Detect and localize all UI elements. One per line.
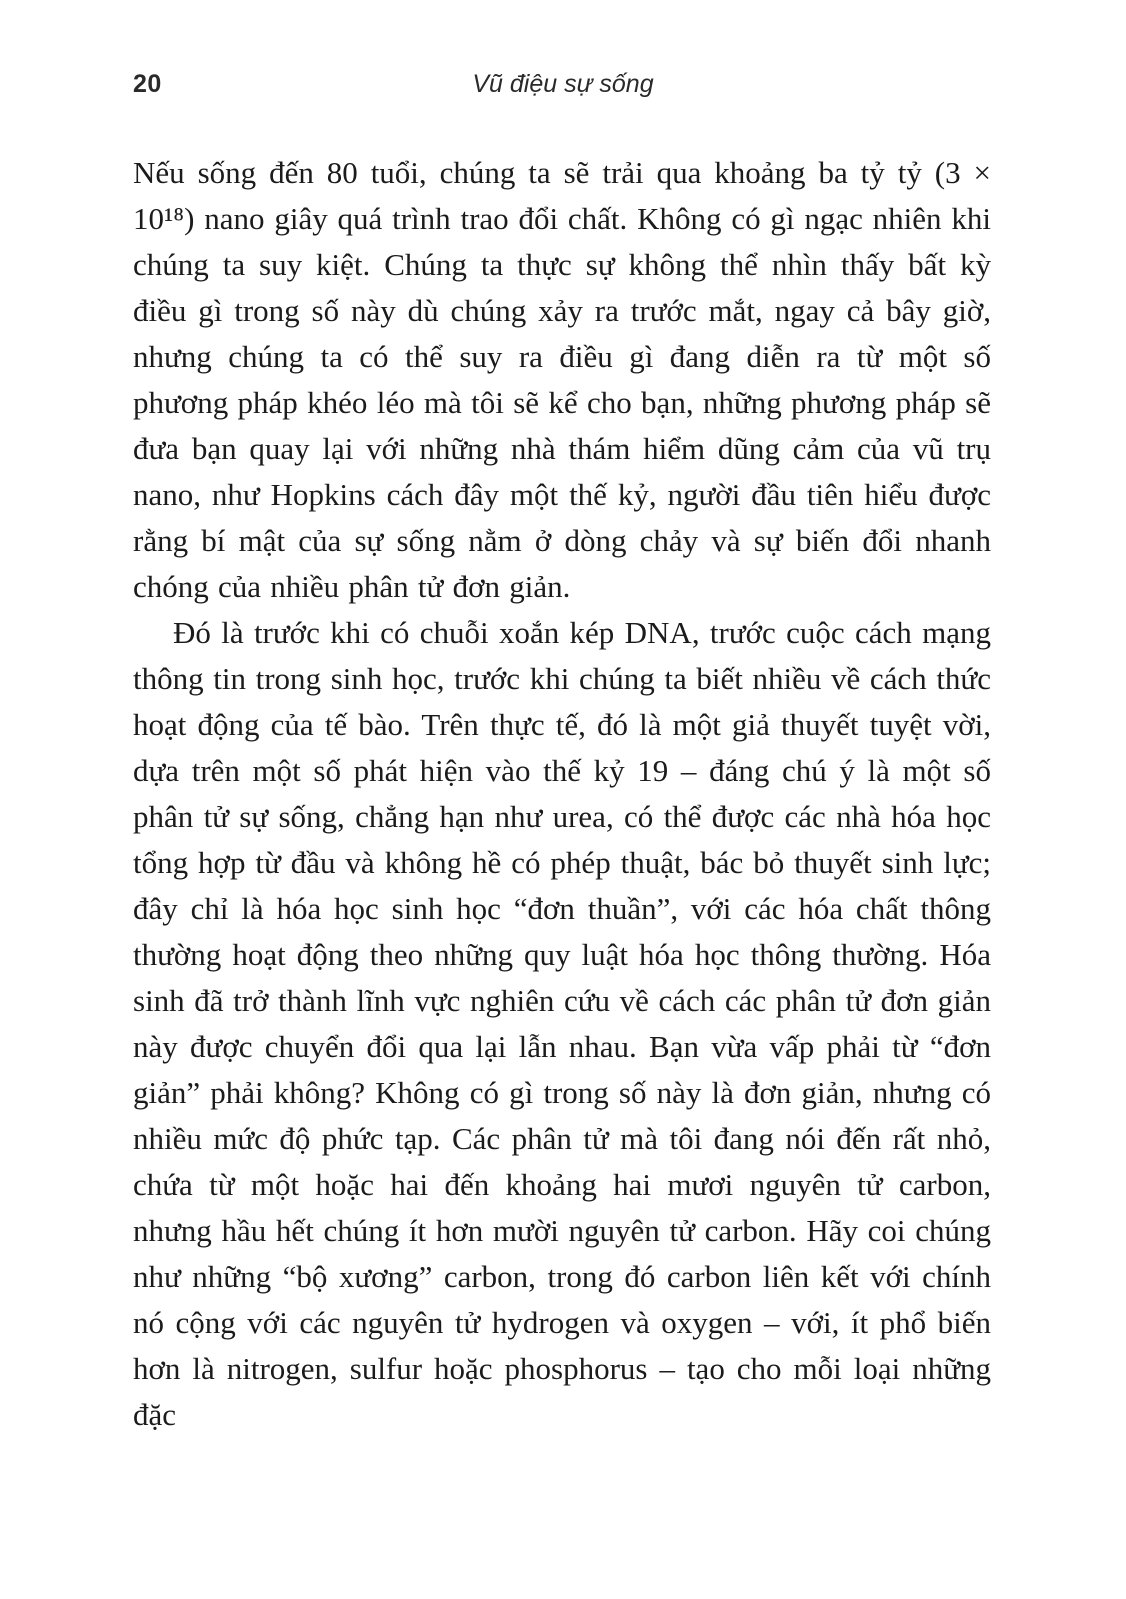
paragraph-1: Nếu sống đến 80 tuổi, chúng ta sẽ trải qua khoảng ba tỷ tỷ (3 × 10¹⁸) nano giây quá trình trao đổi chất. Không có gì ngạc nhiên khi chúng ta suy kiệt. Chúng ta thực sự không thể nhìn thấy bất kỳ điều gì trong số này dù chúng xảy ra trước mắt, ngay cả bây giờ, nhưng chúng ta có thể suy ra điều gì đang diễn ra từ một số phương pháp khéo léo mà tôi sẽ kể cho bạn, những phương pháp sẽ đưa bạn quay lại với những nhà thám hiểm dũng cảm của vũ trụ nano, như Hopkins cách đây một thế kỷ, người đầu tiên hiểu được rằng bí mật của sự sống nằm ở dòng chảy và sự biến đổi nhanh chóng của nhiều phân tử đơn giản. [133,155,991,604]
body-text-block [133,150,991,1438]
page-number: 20 [133,70,162,98]
page-header [133,68,993,102]
paragraph-2: Đó là trước khi có chuỗi xoắn kép DNA, trước cuộc cách mạng thông tin trong sinh học, trước khi chúng ta biết nhiều về cách thức hoạt động của tế bào. Trên thực tế, đó là một giả thuyết tuyệt vời, dựa trên một số phát hiện vào thế kỷ 19 – đáng chú ý là một số phân tử sự sống, chẳng hạn như urea, có thể được các nhà hóa học tổng hợp từ đầu và không hề có phép thuật, bác bỏ thuyết sinh lực; đây chỉ là hóa học sinh học “đơn thuần”, với các hóa chất thông thường hoạt động theo những quy luật hóa học thông thường. Hóa sinh đã trở thành lĩnh vực nghiên cứu về cách các phân tử đơn giản này được chuyển đổi qua lại lẫn nhau. Bạn vừa vấp phải từ “đơn giản” phải không? Không có gì trong số này là đơn giản, nhưng có nhiều mức độ phức tạp. Các phân tử mà tôi đang nói đến rất nhỏ, chứa từ một hoặc hai đến khoảng hai mươi nguyên tử carbon, nhưng hầu hết chúng ít hơn mười nguyên tử carbon. Hãy coi chúng như những “bộ xương” carbon, trong đó carbon liên kết với chính nó cộng với các nguyên tử hydrogen và oxygen – với, ít phổ biến hơn là nitrogen, sulfur hoặc phosphorus – tạo cho mỗi loại những đặc [133,615,991,1432]
running-header-title: Vũ điệu sự sống [472,70,654,98]
